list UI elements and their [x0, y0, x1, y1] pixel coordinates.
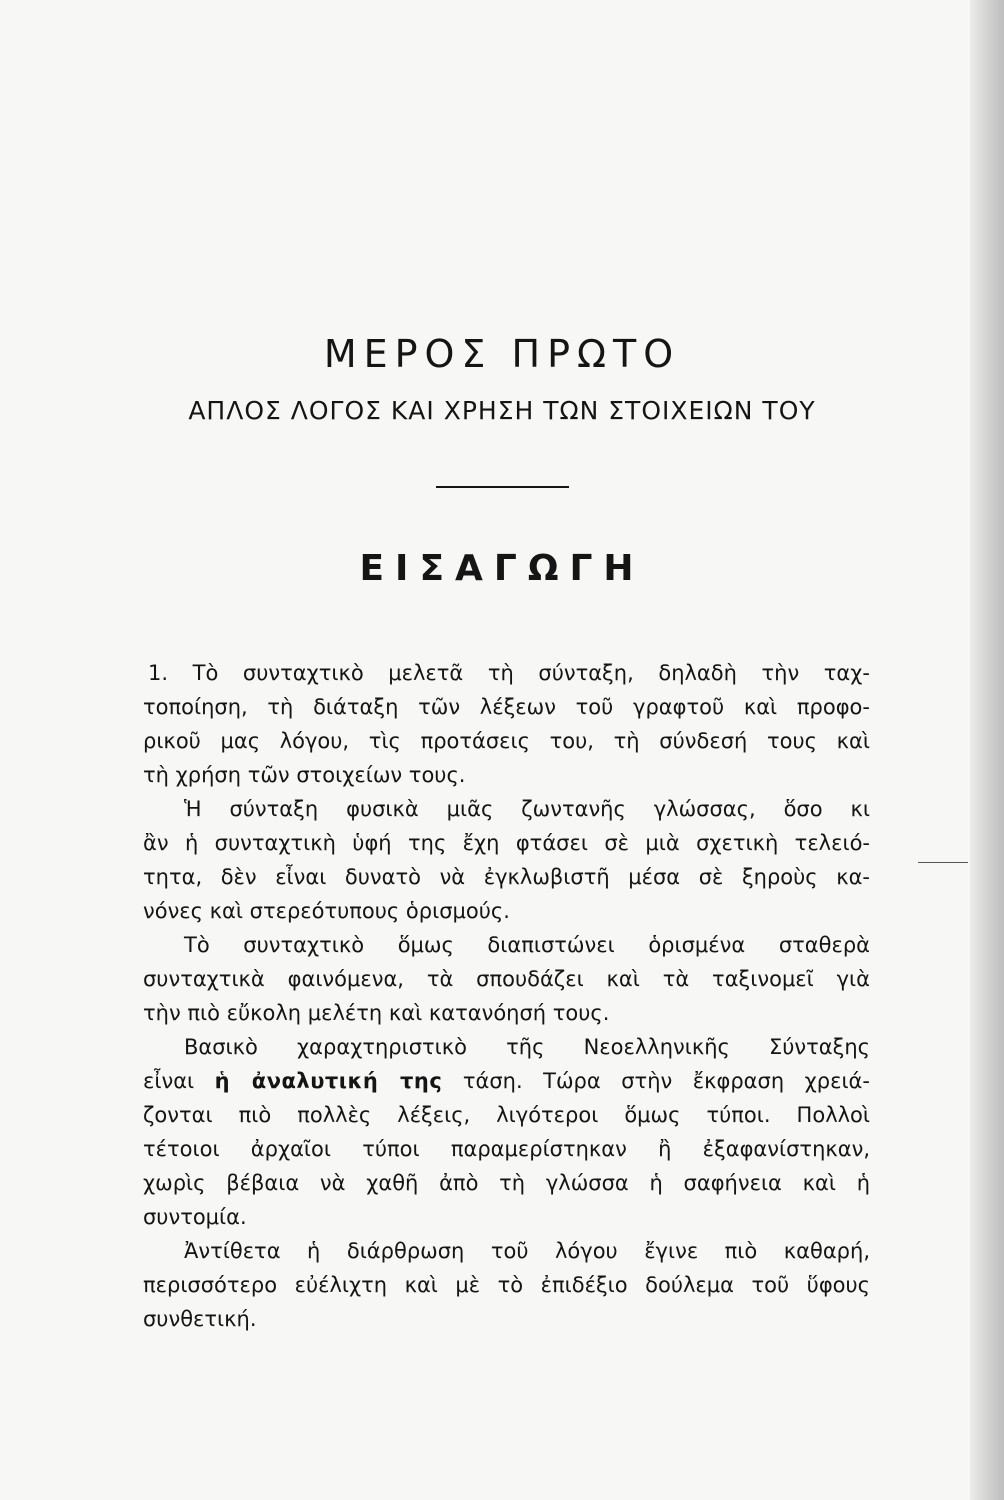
- paragraph-1-line-2: τοποίηση, τὴ διάταξη τῶν λέξεων τοῦ γραφτοῦ καὶ προφο-: [143, 695, 870, 719]
- paragraph-4-line-3: ζονται πιὸ πολλὲς λέξεις, λιγότεροι ὅμως τύποι. Πολλοὶ: [143, 1103, 870, 1127]
- emphasized-phrase: ἡ ἀναλυτική της: [214, 1069, 443, 1093]
- paragraph-2-line-3: τητα, δὲν εἶναι δυνατὸ νὰ ἐγκλωβιστῆ μέσα σὲ ξηροὺς κα-: [143, 865, 870, 889]
- part-title: ΜΕΡΟΣ ΠΡΩΤΟ: [323, 332, 681, 376]
- paragraph-4-line-2-start: εἶναι: [143, 1069, 195, 1093]
- paragraph-1-line-1: 1. Τὸ συνταχτικὸ μελετᾶ τὴ σύνταξη, δηλαδὴ τὴν ταχ-: [148, 661, 870, 685]
- paragraph-3-line-2: συνταχτικὰ φαινόμενα, τὰ σπουδάζει καὶ τὰ ταξινομεῖ γιὰ: [143, 967, 870, 991]
- paragraph-1-line-4: τὴ χρήση τῶν στοιχείων τους.: [143, 763, 466, 787]
- paragraph-3-line-3: τὴν πιὸ εὔκολη μελέτη καὶ κατανόησή τους.: [143, 1001, 610, 1025]
- paragraph-3-line-1: Τὸ συνταχτικὸ ὅμως διαπιστώνει ὁρισμένα σταθερὰ: [184, 933, 870, 957]
- paragraph-2-line-2: ἂν ἡ συνταχτικὴ ὑφή της ἔχη φτάσει σὲ μιὰ σχετικὴ τελειό-: [143, 831, 870, 855]
- section-title: ΕΙΣΑΓΩΓΗ: [359, 548, 645, 589]
- decorative-rule: [436, 486, 569, 488]
- paragraph-5-line-1: Ἀντίθετα ἡ διάρθρωση τοῦ λόγου ἔγινε πιὸ καθαρή,: [184, 1239, 870, 1263]
- paragraph-5-line-2: περισσότερο εὐέλιχτη καὶ μὲ τὸ ἐπιδέξιο δούλεμα τοῦ ὕφους: [143, 1273, 870, 1297]
- paragraph-5-line-3: συνθετική.: [143, 1307, 257, 1331]
- paragraph-4-line-4: τέτοιοι ἀρχαῖοι τύποι παραμερίστηκαν ἢ ἐξαφανίστηκαν,: [143, 1137, 870, 1161]
- paragraph-2-line-4: νόνες καὶ στερεότυπους ὁρισμούς.: [143, 899, 510, 923]
- paragraph-4-line-2: [143, 1064, 870, 1098]
- paragraph-4-line-1: Βασικὸ χαραχτηριστικὸ τῆς Νεοελληνικῆς Σύνταξης: [184, 1035, 870, 1059]
- paragraph-4-line-5: χωρὶς βέβαια νὰ χαθῆ ἀπὸ τὴ γλώσσα ἡ σαφήνεια καὶ ἡ: [143, 1171, 870, 1195]
- paragraph-4-line-2-end: τάση. Τώρα στὴν ἔκφραση χρειά-: [462, 1069, 870, 1093]
- paragraph-2-line-1: Ἡ σύνταξη φυσικὰ μιᾶς ζωντανῆς γλώσσας, ὅσο κι: [184, 797, 870, 821]
- paragraph-4-line-6: συντομία.: [143, 1205, 247, 1229]
- part-subtitle: ΑΠΛΟΣ ΛΟΓΟΣ ΚΑΙ ΧΡΗΣΗ ΤΩΝ ΣΤΟΙΧΕΙΩΝ ΤΟΥ: [188, 396, 816, 425]
- margin-mark: [918, 862, 968, 863]
- body-text: [143, 656, 870, 1336]
- paragraph-1-line-3: ρικοῦ μας λόγου, τὶς προτάσεις του, τὴ σύνδεσή τους καὶ: [143, 729, 870, 753]
- page-edge-shadow: [970, 0, 1004, 1500]
